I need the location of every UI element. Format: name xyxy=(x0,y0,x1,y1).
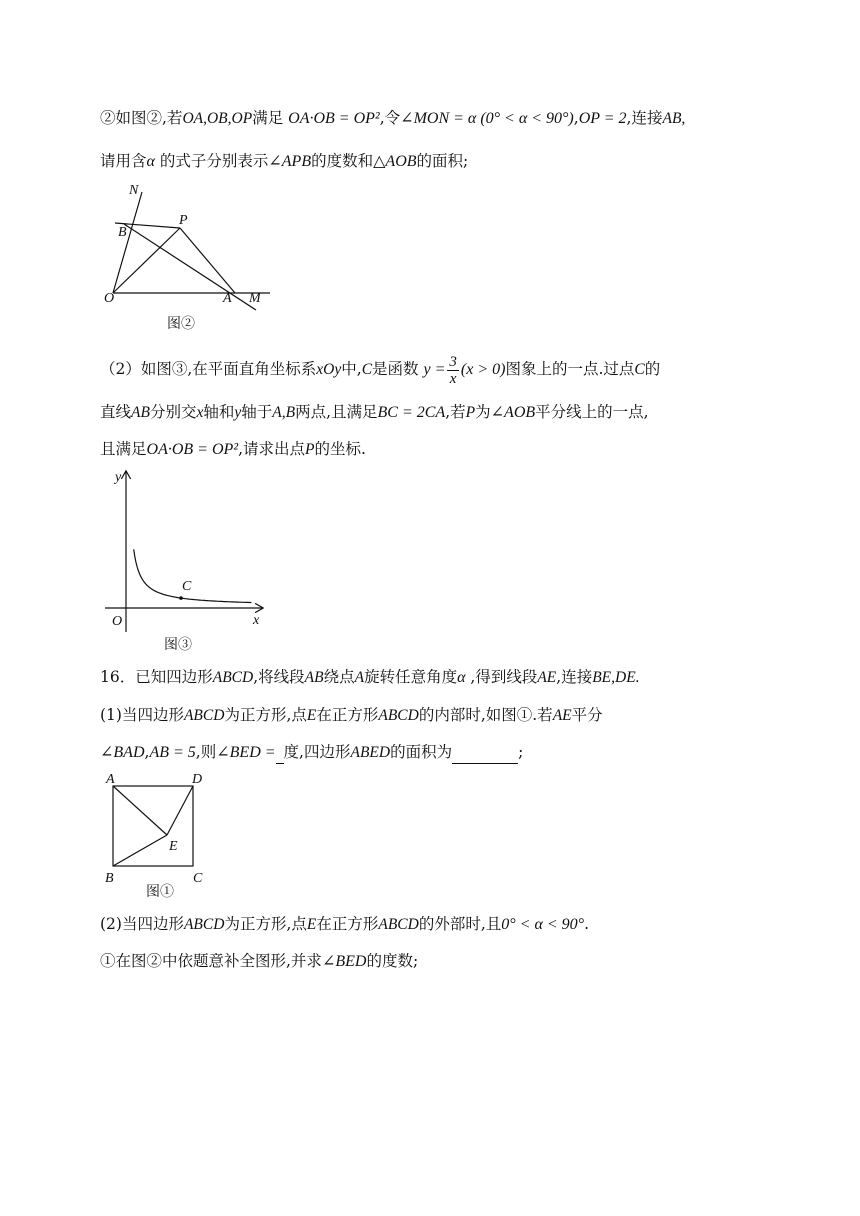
var-text: C xyxy=(634,361,645,378)
label-y: y xyxy=(115,470,122,485)
text: 中, xyxy=(341,360,362,378)
formula: △AOB xyxy=(373,153,417,170)
figure-1 xyxy=(100,768,220,898)
q16-line3 xyxy=(100,741,523,764)
line-ba xyxy=(124,224,256,310)
text: 且满足 xyxy=(100,440,147,458)
text: 直线 xyxy=(100,403,132,421)
text: 的坐标. xyxy=(314,440,366,458)
label-a: A xyxy=(223,291,232,306)
var-text: ABCD xyxy=(378,707,419,724)
var-text: AB, xyxy=(662,110,686,127)
text: 16．已知四边形 xyxy=(100,668,213,686)
label-b: B xyxy=(118,225,127,240)
formula: BC = 2CA xyxy=(377,404,446,421)
text: ①在图②中依题意补全图形,并求 xyxy=(100,952,322,970)
text: 请用含 xyxy=(100,152,147,170)
q2-line2 xyxy=(100,150,468,173)
text: (1)当四边形 xyxy=(100,706,184,724)
formula: α xyxy=(146,153,155,170)
text: 平分 xyxy=(571,706,603,724)
var-text: ABCD xyxy=(212,669,254,686)
figure-3-caption: 图③ xyxy=(164,638,192,653)
var-text: OA,OB,OP xyxy=(182,110,253,127)
label-x: x xyxy=(253,613,260,628)
var-text: A,B xyxy=(272,404,296,421)
label-m: M xyxy=(249,291,261,306)
fraction-denominator: x xyxy=(449,370,457,387)
q16-line2 xyxy=(100,704,603,727)
label-o: O xyxy=(112,614,123,629)
var-text: P xyxy=(465,404,476,421)
var-text: C xyxy=(361,361,373,378)
var-text: xOy xyxy=(316,361,342,378)
text: 是函数 xyxy=(372,360,419,378)
part2-line3 xyxy=(100,438,366,461)
fraction-numerator: 3 xyxy=(449,353,457,370)
formula: 0° < α < 90° xyxy=(501,916,585,933)
text: 图象上的一点.过点 xyxy=(505,360,635,378)
segment-de xyxy=(167,786,193,835)
formula: OA·OB = OP² xyxy=(146,441,239,458)
label-e: E xyxy=(169,839,178,854)
part2-line2 xyxy=(100,401,649,424)
text: 旋转任意角度 xyxy=(364,668,458,686)
text: 分别交 xyxy=(149,403,197,421)
text: 轴和 xyxy=(203,403,235,421)
var-text: AE xyxy=(537,669,557,686)
answer-blank-angle[interactable] xyxy=(276,747,284,764)
text: 为 xyxy=(475,403,491,421)
var-text: AB xyxy=(304,669,324,686)
formula: OP = 2 xyxy=(578,110,627,127)
text: ,将线段 xyxy=(253,668,305,686)
figure-3 xyxy=(100,462,280,662)
ray-on xyxy=(113,192,142,293)
var-text: ABCD xyxy=(183,916,225,933)
text: ,得到线段 xyxy=(465,668,538,686)
label-c: C xyxy=(182,579,192,594)
text: ,则 xyxy=(195,743,217,761)
point-c xyxy=(179,596,183,600)
var-text: E xyxy=(306,916,317,933)
text: 的度数和 xyxy=(311,152,374,170)
q16-line4 xyxy=(100,913,589,936)
text: 为正方形,点 xyxy=(224,706,307,724)
var-text: AB xyxy=(131,404,150,421)
text: ,若 xyxy=(445,403,466,421)
text: 的内部时,如图①.若 xyxy=(418,706,553,724)
text: (2)当四边形 xyxy=(100,915,184,933)
formula: (x > 0) xyxy=(460,361,506,378)
formula: y = xyxy=(423,361,446,378)
label-b: B xyxy=(105,871,114,886)
var-text: ABED xyxy=(350,744,391,761)
figure-1-caption: 图① xyxy=(146,885,174,898)
text: 在正方形 xyxy=(316,706,379,724)
text: 的面积为 xyxy=(390,743,453,761)
text: 的 xyxy=(644,360,661,378)
formula: ∠BED xyxy=(321,953,367,970)
text: 的外部时,且 xyxy=(418,915,502,933)
text: , xyxy=(573,109,579,127)
text: 平分线上的一点, xyxy=(535,403,649,421)
text: , xyxy=(144,743,150,761)
var-text: ABCD xyxy=(183,707,225,724)
formula: ∠AOB xyxy=(490,404,536,421)
var-text: ABCD xyxy=(378,916,419,933)
part2-line1 xyxy=(100,352,660,386)
var-text: y xyxy=(234,404,242,421)
text: . xyxy=(584,915,589,933)
formula: OA·OB = OP² xyxy=(288,110,380,127)
var-text: P xyxy=(305,441,315,458)
label-p: P xyxy=(179,213,188,228)
var-text: BE,DE. xyxy=(592,669,640,686)
text: 绕点 xyxy=(323,668,355,686)
text: 的度数; xyxy=(366,952,419,970)
text: 为正方形,点 xyxy=(224,915,307,933)
text: ,连接 xyxy=(626,109,663,127)
text: 的面积; xyxy=(416,152,469,170)
label-o: O xyxy=(104,291,115,306)
text: ; xyxy=(518,743,524,761)
text: 满足 xyxy=(252,109,284,127)
figure-2 xyxy=(100,180,280,340)
q16-line5 xyxy=(100,950,418,973)
label-a: A xyxy=(106,772,115,787)
hyperbola-curve xyxy=(134,549,252,602)
line-pa xyxy=(180,228,235,293)
segment-be xyxy=(113,835,167,866)
label-d: D xyxy=(192,772,203,787)
segment-ae xyxy=(113,786,167,835)
formula: AB = 5 xyxy=(149,744,196,761)
square-abcd xyxy=(113,786,193,866)
figure-2-caption: 图② xyxy=(167,317,195,332)
formula: ∠BED = xyxy=(216,744,276,761)
q16-line1 xyxy=(100,666,640,689)
text: ,连接 xyxy=(556,668,593,686)
text: 在正方形 xyxy=(316,915,379,933)
answer-blank-area[interactable] xyxy=(452,747,518,764)
label-c: C xyxy=(193,871,203,886)
text: 两点,且满足 xyxy=(295,403,378,421)
formula: ∠APB xyxy=(268,153,312,170)
formula: α xyxy=(457,669,466,686)
text: ,请求出点 xyxy=(238,440,306,458)
formula: ∠BAD xyxy=(100,744,145,761)
var-text: E xyxy=(306,707,317,724)
var-text: AE xyxy=(552,707,572,724)
formula: ∠MON = α (0° < α < 90°) xyxy=(400,110,574,127)
text: 的式子分别表示 xyxy=(154,152,269,170)
var-text: A xyxy=(354,669,365,686)
q2-line1 xyxy=(100,107,685,130)
text: 轴于 xyxy=(241,403,273,421)
text: ②如图②,若 xyxy=(100,109,183,127)
text: ,令 xyxy=(379,109,401,127)
var-text: x xyxy=(196,404,204,421)
fraction xyxy=(447,354,459,387)
text: （2）如图③,在平面直角坐标系 xyxy=(100,360,317,378)
text: 度,四边形 xyxy=(283,743,351,761)
label-n: N xyxy=(129,183,139,198)
